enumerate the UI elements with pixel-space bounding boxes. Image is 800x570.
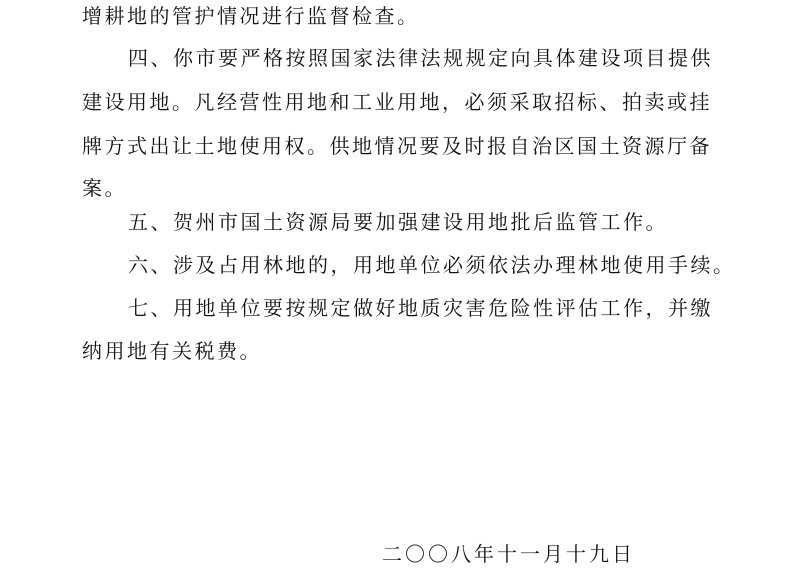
document-date: 二〇〇八年十一月十九日 [382,542,635,566]
item-7-line-2: 纳用地有关税费。 [82,339,262,363]
item-4-line-1: 四、你市要严格按照国家法律法规规定向具体建设项目提供 [128,46,713,70]
item-4-line-4: 案。 [82,176,127,200]
paragraph-continuation-line: 增耕地的管护情况进行监督检查。 [82,4,420,28]
item-4-line-3: 牌方式出让土地使用权。供地情况要及时报自治区国土资源厅备 [82,134,712,158]
item-5-line-1: 五、贺州市国土资源局要加强建设用地批后监管工作。 [128,210,668,234]
item-4-line-2: 建设用地。凡经营性用地和工业用地，必须采取招标、拍卖或挂 [82,90,712,114]
item-6-line-1: 六、涉及占用林地的，用地单位必须依法办理林地使用手续。 [128,253,736,277]
item-7-line-1: 七、用地单位要按规定做好地质灾害危险性评估工作，并缴 [128,296,713,320]
